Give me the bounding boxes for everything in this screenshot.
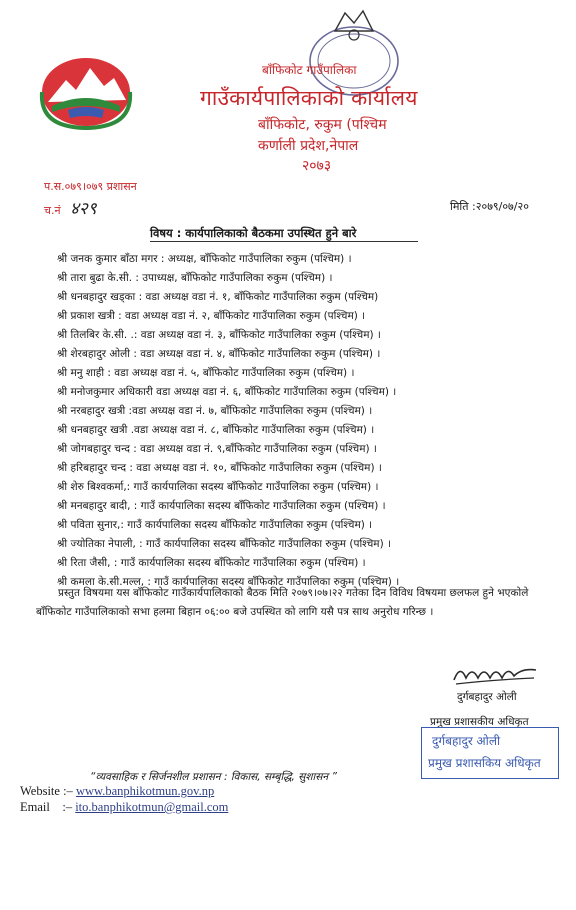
province-line: कर्णाली प्रदेश,नेपाल — [258, 138, 359, 154]
recipient-item: श्री कमला के.सी.मल्ल, : गाउँ कार्यपालिका सदस्य बाँफिकोट गाउँपालिका रुकुम (पश्चिम) । — [57, 576, 400, 588]
office-address: बाँफिकोट, रुकुम (पश्चिम — [258, 117, 387, 133]
recipient-item: श्री धनबहादुर खत्री .वडा अध्यक्ष वडा नं. ८, बाँफिकोट गाउँपालिका रुकुम (पश्चिम) । — [57, 424, 375, 436]
email-link[interactable]: ito.banphikotmun@gmail.com — [75, 800, 229, 814]
email-row — [20, 800, 228, 815]
stamp-title: प्रमुख प्रशासकिय अधिकृत — [428, 756, 541, 770]
recipient-item: श्री प्रकाश खत्री : वडा अध्यक्ष वडा नं. २, बाँफिकोट गाउँपालिका रुकुम (पश्चिम) । — [57, 310, 366, 322]
slogan: “व्यवसाहिक र सिर्जनशील प्रशासन : विकास, सम्बृद्धि, सुशासन ” — [90, 771, 337, 783]
recipient-item: श्री हरिबहादुर चन्द : वडा अध्यक्ष वडा नं. १०, बाँफिकोट गाउँपालिका रुकुम (पश्चिम) । — [57, 462, 382, 474]
recipient-item: श्री शेरबहादुर ओली : वडा अध्यक्ष वडा नं. ४, बाँफिकोट गाउँपालिका रुकुम (पश्चिम) । — [57, 348, 381, 360]
recipient-item: श्री नरबहादुर खत्री :वडा अध्यक्ष वडा नं. ७, बाँफिकोट गाउँपालिका रुकुम (पश्चिम) । — [57, 405, 373, 417]
signatory-title: प्रमुख प्रशासकीय अधिकृत — [430, 716, 529, 728]
subject-line: विषय : कार्यपालिकाको बैठकमा उपस्थित हुने बारे — [150, 226, 357, 240]
email-label: Email :– — [20, 800, 73, 814]
recipient-item: श्री धनबहादुर खड्का : वडा अध्यक्ष वडा नं. १, बाँफिकोट गाउँपालिका रुकुम (पश्चिम) — [57, 291, 379, 303]
municipality-name: बाँफिकोट गाउँपालिका — [262, 63, 357, 77]
letter-date: मिति :२०७९/०७/२० — [450, 200, 529, 213]
recipient-item: श्री रिता जैसी, : गाउँ कार्यपालिका सदस्य बाँफिकोट गाउँपालिका रुकुम (पश्चिम) । — [57, 557, 366, 569]
recipient-item: श्री तिलबिर के.सी. .: वडा अध्यक्ष वडा नं. ३, बाँफिकोट गाउँपालिका रुकुम (पश्चिम) । — [57, 329, 381, 341]
recipient-item: श्री मनु शाही : वडा अध्यक्ष वडा नं. ५, बाँफिकोट गाउँपालिका रुकुम (पश्चिम) । — [57, 367, 355, 379]
recipient-item: श्री जनक कुमार बाँठा मगर : अध्यक्ष, बाँफिकोट गाउँपालिका रुकुम (पश्चिम) । — [57, 253, 352, 265]
recipient-item: श्री ज्योतिका नेपाली, : गाउँ कार्यपालिका सदस्य बाँफिकोट गाउँपालिका रुकुम (पश्चिम) । — [57, 538, 391, 550]
subject-underline — [150, 241, 418, 242]
nepal-emblem-icon — [38, 50, 134, 130]
recipient-item: श्री मनबहादुर बादी, : गाउँ कार्यपालिका सदस्य बाँफिकोट गाउँपालिका रुकुम (पश्चिम) । — [57, 500, 386, 512]
recipient-item: श्री तारा बुढा के.सी. : उपाध्यक्ष, बाँफिकोट गाउँपालिका रुकुम (पश्चिम) । — [57, 272, 333, 284]
recipient-item: श्री पविता सुनार,: गाउँ कार्यपालिका सदस्य बाँफिकोट गाउँपालिका रुकुम (पश्चिम) । — [57, 519, 373, 531]
established-year: २०७३ — [302, 158, 332, 174]
letter-number: प.स.०७९।०७९ प्रशासन — [44, 180, 137, 193]
signatory-name: दुर्गबहादुर ओली — [457, 691, 517, 703]
office-title: गाउँकार्यपालिकाको कार्यालय — [200, 86, 418, 110]
recipient-item: श्री जोगबहादुर चन्द : वडा अध्यक्ष वडा नं. ९,बाँफिकोट गाउँपालिका रुकुम (पश्चिम) । — [57, 443, 377, 455]
dispatch-number: ४२९ — [70, 199, 97, 219]
recipient-item: श्री शेरु बिश्वकर्मा,: गाउँ कार्यपालिका सदस्य बाँफिकोट गाउँपालिका रुकुम (पश्चिम) । — [57, 481, 379, 493]
signature-icon — [450, 660, 540, 690]
dispatch-number-row — [44, 196, 97, 219]
website-label: Website :– — [20, 784, 73, 798]
dispatch-label: च.नं — [44, 204, 61, 217]
website-row — [20, 784, 214, 799]
stamp-name: दुर्गबहादुर ओली — [432, 734, 501, 748]
letter-body: प्रस्तुत विषयमा यस बाँफिकोट गाउँकार्यपालिकाको बैठक मिति २०७९।०७।२२ गतेका दिन विविध विषयमा छलफल हुने भएकोले बाँफिकोट गाउँपालिकाको सभा हलमा बिहान ०६:०० बजे उपस्थित को लागि यसै पत्र साथ अनुरोध गरिन्छ । — [36, 587, 529, 618]
website-link[interactable]: www.banphikotmun.gov.np — [75, 784, 215, 798]
recipient-item: श्री मनोजकुमार अधिकारी वडा अध्यक्ष वडा नं. ६, बाँफिकोट गाउँपालिका रुकुम (पश्चिम) । — [57, 386, 397, 398]
official-stamp — [421, 727, 559, 779]
